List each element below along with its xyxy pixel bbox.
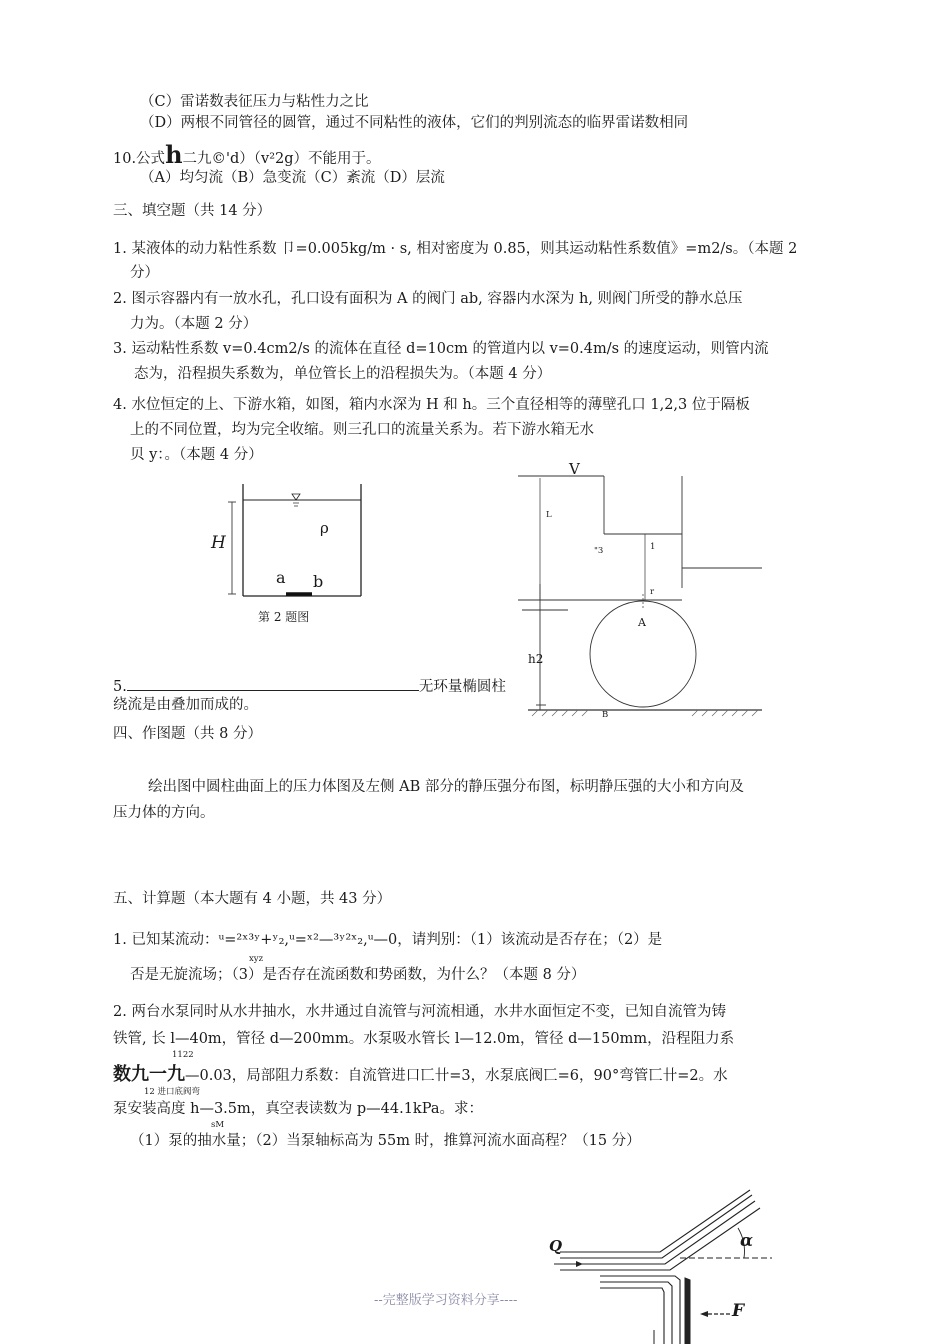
fig2-caption: 第 2 题图 bbox=[258, 610, 310, 624]
s3-q4-line1: 4. 水位恒定的上、下游水箱，如图，箱内水深为 H 和 h。三个直径相等的薄壁孔口 1,2,3 位于隔板 bbox=[113, 397, 750, 413]
figure-4-tanks-cylinder bbox=[510, 458, 765, 718]
q10-formula-glyph: h bbox=[165, 140, 183, 169]
fig2-label-h: H bbox=[211, 533, 226, 553]
s3-q5-prefix: 5. bbox=[113, 679, 127, 695]
q9-option-d: （D）两根不同管径的圆管，通过不同粘性的液体，它们的判别流态的临界雷诺数相同 bbox=[140, 115, 689, 131]
s3-q5-line1 bbox=[113, 678, 506, 696]
s5-p2-line3-rest: —0.03，局部阻力系数：自流管进口匸卄=3，水泵底阀匸=6，90°弯管匸卄=2。水 bbox=[185, 1068, 728, 1084]
fig5-label-alpha: α bbox=[740, 1231, 754, 1251]
section3-heading: 三、填空题（共 14 分） bbox=[113, 203, 272, 219]
s5-p1-line1: 1. 已知某流动：ᵘ=²ˣ³ʸ+ʸ₂,ᵘ=ˣ²—³ʸ²ˣ₂,ᵘ—0，请判别：（1）该流动是否存在；（2）是 bbox=[113, 932, 663, 948]
s5-p2-line1: 2. 两台水泵同时从水井抽水，水井通过自流管与河流相通，水井水面恒定不变，已知自流管为铸 bbox=[113, 1004, 726, 1020]
fig5-label-q: Q bbox=[549, 1237, 563, 1255]
fig4-label-v: V bbox=[569, 460, 580, 478]
s5-p2-sub2: 12 进口底阀弯 bbox=[144, 1087, 201, 1097]
s5-p1-line2: 否是无旋流场；（3）是否存在流函数和势函数，为什么？（本题 8 分） bbox=[130, 967, 586, 983]
fig5-label-f: F bbox=[732, 1301, 745, 1321]
fig2-label-b: b bbox=[313, 572, 324, 591]
s3-q5-line2: 绕流是由叠加而成的。 bbox=[113, 697, 258, 713]
s3-q2-line2: 力为。（本题 2 分） bbox=[130, 316, 258, 332]
fig4-label-3: "3 bbox=[594, 546, 604, 556]
s5-p2-line3 bbox=[113, 1064, 728, 1086]
s3-q4-line3: 贝 y：。（本题 4 分） bbox=[130, 447, 263, 463]
s5-p2-line3-big: 数九一九 bbox=[113, 1064, 185, 1085]
s3-q5-suffix: 无环量椭圆柱 bbox=[418, 679, 506, 695]
s4-body-line1: 绘出图中圆柱曲面上的压力体图及左侧 AB 部分的静压强分布图，标明静压强的大小和方向及 bbox=[148, 779, 744, 795]
s3-q1-line2: 分） bbox=[130, 265, 159, 281]
water-level-icon bbox=[292, 494, 300, 500]
q9-option-c: （C）雷诺数表征压力与粘性力之比 bbox=[140, 94, 369, 110]
s3-q1-line1: 1. 某液体的动力粘性系数 卩=0.005kg/m · s, 相对密度为 0.85，则其运动粘性系数值》=m2/s。（本题 2 bbox=[113, 241, 798, 257]
force-arrow-icon bbox=[700, 1311, 708, 1317]
deflector-plate bbox=[685, 1278, 690, 1344]
section5-heading: 五、计算题（本大题有 4 小题，共 43 分） bbox=[113, 891, 392, 907]
footer-watermark: --完整版学习资料分享---- bbox=[374, 1293, 518, 1308]
s5-p2-sub3: sM bbox=[211, 1120, 225, 1130]
fig4-label-a: A bbox=[638, 616, 646, 629]
s3-q3-line1: 3. 运动粘性系数 v=0.4cm2/s 的流体在直径 d=10cm 的管道内以 v=0.4m/s 的速度运动，则管内流 bbox=[113, 341, 769, 357]
fig4-label-h2: h2 bbox=[528, 652, 544, 666]
s5-p1-sub: xyz bbox=[249, 954, 264, 964]
s5-p2-line4: 泵安装高度 h—3.5m，真空表读数为 p—44.1kPa。求： bbox=[113, 1101, 483, 1117]
q10-options: （A）均匀流（B）急变流（C）紊流（D）层流 bbox=[140, 170, 445, 186]
s3-q2-line1: 2. 图示容器内有一放水孔，孔口设有面积为 A 的阀门 ab, 容器内水深为 h, 则阀门所受的静水总压 bbox=[113, 291, 743, 307]
fig4-label-l: L bbox=[546, 510, 552, 520]
fig2-label-rho: ρ bbox=[320, 519, 329, 537]
q5-answer-blank bbox=[127, 678, 419, 691]
q10-stem bbox=[113, 141, 381, 170]
s3-q4-line2: 上的不同位置，均为完全收缩。则三孔口的流量关系为。若下游水箱无水 bbox=[130, 422, 594, 438]
fig2-label-a: a bbox=[276, 568, 286, 587]
fig4-label-b: B bbox=[602, 710, 609, 720]
s3-q3-line2: 态为，沿程损失系数为，单位管长上的沿程损失为。（本题 4 分） bbox=[134, 366, 552, 382]
q10-prefix: 10.公式 bbox=[113, 151, 166, 167]
figure-2-container bbox=[200, 480, 370, 630]
q10-formula-rest: 二九©'d）（v²2g）不能用于。 bbox=[182, 151, 381, 167]
s5-p2-line2: 铁管, 长 l—40m，管径 d—200mm。水泵吸水管长 l—12.0m，管径 d—150mm，沿程阻力系 bbox=[113, 1031, 735, 1047]
s4-body-line2: 压力体的方向。 bbox=[113, 805, 215, 821]
fig4-label-r: r bbox=[650, 587, 655, 597]
fig4-label-1: 1 bbox=[650, 542, 656, 552]
s5-p2-line5: （1）泵的抽水量；（2）当泵轴标高为 55m 时，推算河流水面高程？（15 分） bbox=[130, 1133, 641, 1149]
section4-heading: 四、作图题（共 8 分） bbox=[113, 726, 262, 742]
s5-p2-sub1: 1122 bbox=[172, 1050, 194, 1060]
